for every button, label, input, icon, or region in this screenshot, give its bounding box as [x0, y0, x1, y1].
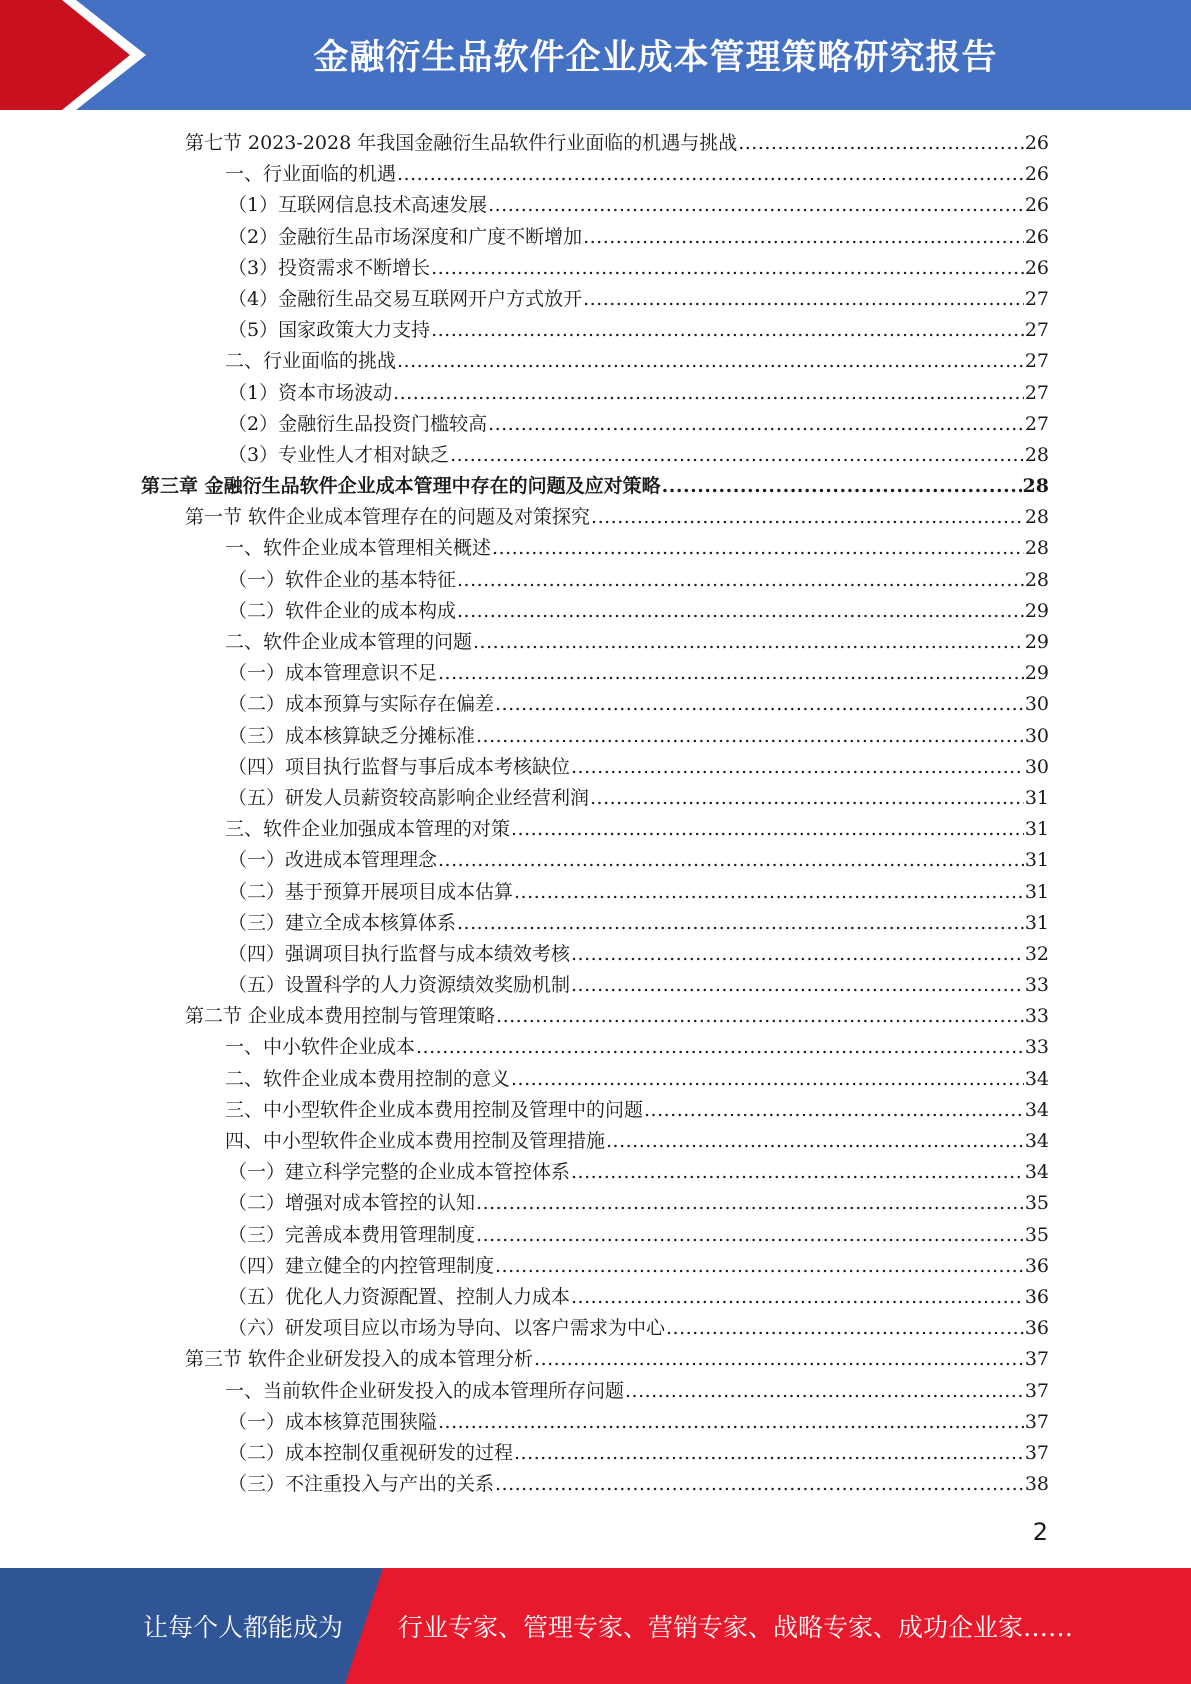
toc-entry[interactable]: [0, 721, 1049, 752]
toc-entry-page: 27: [1024, 319, 1049, 342]
toc-dot-leader: [457, 908, 1024, 939]
toc-entry-page: 33: [1024, 1005, 1049, 1028]
toc-entry-page: 30: [1024, 693, 1049, 716]
table-of-contents: [0, 128, 1191, 1500]
toc-entry-title: （2）金融衍生品市场深度和广度不断增加: [228, 225, 583, 248]
toc-entry-title: （一）改进成本管理理念: [228, 849, 438, 872]
toc-entry[interactable]: [0, 1188, 1049, 1219]
toc-dot-leader: [476, 1188, 1024, 1219]
toc-entry-page: 33: [1024, 1036, 1049, 1059]
toc-entry-page: 31: [1024, 818, 1049, 841]
toc-entry[interactable]: [0, 658, 1049, 689]
toc-entry-title: 第七节 2023-2028 年我国金融衍生品软件行业面临的机遇与挑战: [185, 132, 738, 154]
page-number: 2: [1032, 1518, 1048, 1546]
toc-dot-leader: [591, 502, 1024, 533]
page-header: [0, 0, 1191, 110]
toc-entry-title: （二）增强对成本管控的认知: [228, 1192, 476, 1215]
toc-entry-title: （二）成本控制仅重视研发的过程: [228, 1441, 514, 1464]
toc-entry[interactable]: [0, 190, 1049, 221]
footer-slogan-right: 行业专家、管理专家、营销专家、战略专家、成功企业家……: [398, 1613, 1074, 1642]
toc-entry-title: （三）不注重投入与产出的关系: [228, 1473, 495, 1496]
toc-entry-page: 30: [1024, 755, 1049, 778]
toc-dot-leader: [514, 877, 1024, 908]
toc-dot-leader: [511, 814, 1024, 845]
toc-entry[interactable]: [0, 1407, 1049, 1438]
toc-entry-page: 36: [1024, 1285, 1049, 1308]
toc-entry[interactable]: [0, 1157, 1049, 1188]
toc-entry-page: 35: [1024, 1192, 1049, 1215]
toc-entry[interactable]: [0, 1313, 1049, 1344]
toc-entry-title: 第三章 金融衍生品软件企业成本管理中存在的问题及应对策略: [141, 475, 661, 498]
toc-entry[interactable]: [0, 1469, 1049, 1500]
toc-entry-title: （五）优化人力资源配置、控制人力成本: [228, 1285, 571, 1308]
toc-dot-leader: [457, 596, 1024, 627]
toc-entry-page: 31: [1024, 849, 1049, 872]
toc-entry-page: 28: [1024, 568, 1049, 591]
toc-entry[interactable]: [0, 814, 1049, 845]
toc-entry-title: （三）建立全成本核算体系: [228, 911, 457, 934]
toc-entry[interactable]: [0, 877, 1049, 908]
toc-entry-title: 第三节 软件企业研发投入的成本管理分析: [185, 1348, 534, 1371]
toc-entry[interactable]: [0, 1095, 1049, 1126]
toc-entry-title: 一、中小软件企业成本: [225, 1036, 416, 1059]
toc-entry-page: 28: [1022, 475, 1049, 498]
toc-entry-title: （四）强调项目执行监督与成本绩效考核: [228, 942, 571, 965]
toc-entry-title: （四）项目执行监督与事后成本考核缺位: [228, 755, 571, 778]
toc-dot-leader: [495, 1251, 1024, 1282]
toc-entry-title: 四、中小型软件企业成本费用控制及管理措施: [225, 1130, 606, 1152]
toc-entry-page: 38: [1024, 1473, 1049, 1496]
toc-entry-title: 第二节 企业成本费用控制与管理策略: [185, 1005, 496, 1028]
toc-entry-title: （五）研发人员薪资较高影响企业经营利润: [228, 786, 590, 809]
toc-entry-title: （一）建立科学完整的企业成本管控体系: [228, 1161, 571, 1184]
toc-dot-leader: [583, 222, 1024, 253]
toc-entry-page: 29: [1024, 599, 1049, 622]
toc-entry-page: 26: [1024, 163, 1049, 186]
toc-entry[interactable]: [0, 409, 1049, 440]
toc-entry-page: 33: [1024, 974, 1049, 997]
toc-entry[interactable]: [0, 1438, 1049, 1469]
toc-entry-page: 26: [1024, 194, 1049, 217]
toc-dot-leader: [473, 627, 1024, 658]
toc-entry-page: 36: [1024, 1254, 1049, 1277]
toc-dot-leader: [571, 939, 1024, 970]
toc-entry[interactable]: [0, 752, 1049, 783]
toc-entry[interactable]: [0, 689, 1049, 720]
toc-dot-leader: [495, 689, 1024, 720]
toc-entry-page: 29: [1024, 631, 1049, 653]
toc-entry-page: 28: [1024, 443, 1049, 466]
toc-entry-page: 34: [1024, 1130, 1049, 1152]
toc-entry-page: 31: [1024, 911, 1049, 934]
toc-dot-leader: [511, 1064, 1024, 1095]
toc-entry-title: （一）成本核算范围狭隘: [228, 1410, 438, 1433]
toc-entry[interactable]: [0, 1001, 1049, 1032]
toc-entry-title: （二）成本预算与实际存在偏差: [228, 693, 495, 716]
toc-dot-leader: [397, 159, 1024, 190]
toc-entry-title: （三）成本核算缺乏分摊标准: [228, 724, 476, 747]
toc-entry-title: 三、软件企业加强成本管理的对策: [225, 818, 511, 841]
toc-dot-leader: [662, 471, 1022, 502]
toc-entry-title: 一、软件企业成本管理相关概述: [225, 537, 492, 560]
toc-entry-title: （3）投资需求不断增长: [228, 256, 431, 279]
toc-entry[interactable]: [0, 378, 1049, 409]
toc-entry[interactable]: [0, 627, 1049, 658]
toc-entry-title: 一、当前软件企业研发投入的成本管理所存问题: [225, 1379, 625, 1402]
toc-entry-page: 32: [1024, 942, 1049, 965]
toc-entry-title: （1）资本市场波动: [228, 381, 393, 404]
toc-dot-leader: [644, 1095, 1024, 1126]
toc-dot-leader: [492, 533, 1024, 564]
page-footer: [0, 1568, 1191, 1684]
toc-entry-page: 26: [1024, 225, 1049, 248]
toc-entry[interactable]: [0, 1376, 1049, 1407]
toc-entry-title: （二）软件企业的成本构成: [228, 599, 457, 622]
toc-entry[interactable]: [0, 939, 1049, 970]
toc-dot-leader: [438, 845, 1024, 876]
toc-entry-page: 34: [1024, 1067, 1049, 1090]
toc-dot-leader: [450, 440, 1024, 471]
toc-dot-leader: [438, 1407, 1024, 1438]
toc-entry-page: 37: [1024, 1441, 1049, 1464]
toc-dot-leader: [438, 658, 1024, 689]
toc-entry[interactable]: [0, 1032, 1049, 1063]
toc-entry-page: 29: [1024, 662, 1049, 685]
toc-dot-leader: [457, 565, 1024, 596]
toc-entry-title: （2）金融衍生品投资门槛较高: [228, 412, 488, 435]
toc-entry[interactable]: [0, 284, 1049, 315]
toc-entry-page: 36: [1024, 1317, 1049, 1340]
toc-dot-leader: [590, 783, 1024, 814]
toc-dot-leader: [488, 409, 1024, 440]
toc-entry[interactable]: [0, 346, 1049, 377]
toc-dot-leader: [416, 1032, 1024, 1063]
toc-entry-title: （五）设置科学的人力资源绩效奖励机制: [228, 974, 571, 997]
toc-entry-page: 27: [1024, 350, 1049, 373]
toc-entry[interactable]: [0, 1220, 1049, 1251]
toc-dot-leader: [514, 1438, 1024, 1469]
toc-entry-page: 26: [1024, 256, 1049, 279]
toc-dot-leader: [738, 128, 1024, 159]
toc-dot-leader: [571, 970, 1024, 1001]
toc-entry[interactable]: [0, 502, 1049, 533]
toc-entry-title: 第一节 软件企业成本管理存在的问题及对策探究: [185, 506, 591, 529]
toc-entry[interactable]: [0, 845, 1049, 876]
toc-dot-leader: [431, 253, 1024, 284]
toc-entry-title: （1）互联网信息技术高速发展: [228, 194, 488, 217]
toc-entry-title: 一、行业面临的机遇: [225, 163, 397, 186]
toc-entry-page: 27: [1024, 381, 1049, 404]
toc-dot-leader: [495, 1469, 1024, 1500]
toc-entry[interactable]: [0, 1126, 1049, 1157]
toc-entry[interactable]: [0, 1251, 1049, 1282]
toc-entry-title: （一）成本管理意识不足: [228, 662, 438, 685]
toc-entry[interactable]: [0, 596, 1049, 627]
toc-entry[interactable]: [0, 128, 1049, 159]
toc-dot-leader: [397, 346, 1024, 377]
toc-entry-page: 27: [1024, 412, 1049, 435]
toc-entry[interactable]: [0, 783, 1049, 814]
toc-dot-leader: [666, 1313, 1024, 1344]
toc-entry-page: 34: [1024, 1098, 1049, 1121]
toc-entry-title: （3）专业性人才相对缺乏: [228, 443, 450, 466]
toc-dot-leader: [606, 1126, 1024, 1157]
toc-entry-page: 31: [1024, 880, 1049, 903]
toc-entry-page: 30: [1024, 724, 1049, 747]
toc-dot-leader: [625, 1376, 1024, 1407]
toc-entry-title: （六）研发项目应以市场为导向、以客户需求为中心: [228, 1317, 666, 1340]
toc-entry[interactable]: [0, 159, 1049, 190]
toc-dot-leader: [431, 315, 1024, 346]
toc-dot-leader: [534, 1344, 1024, 1375]
toc-entry-page: 37: [1024, 1379, 1049, 1402]
toc-entry-title: 二、行业面临的挑战: [225, 350, 397, 373]
toc-dot-leader: [496, 1001, 1024, 1032]
toc-dot-leader: [476, 1220, 1024, 1251]
toc-dot-leader: [571, 1157, 1024, 1188]
toc-entry-page: 28: [1024, 506, 1049, 529]
toc-entry-page: 28: [1024, 537, 1049, 560]
toc-entry-title: （二）基于预算开展项目成本估算: [228, 880, 514, 903]
toc-entry-title: （三）完善成本费用管理制度: [228, 1223, 476, 1246]
toc-entry[interactable]: [0, 970, 1049, 1001]
toc-entry-title: （5）国家政策大力支持: [228, 319, 431, 342]
toc-entry-title: （四）建立健全的内控管理制度: [228, 1254, 495, 1277]
toc-dot-leader: [571, 1282, 1024, 1313]
toc-dot-leader: [488, 190, 1024, 221]
toc-entry-page: 37: [1024, 1348, 1049, 1371]
toc-entry[interactable]: [0, 565, 1049, 596]
report-title: 金融衍生品软件企业成本管理策略研究报告: [313, 38, 998, 78]
toc-dot-leader: [571, 752, 1024, 783]
toc-entry-title: 二、软件企业成本费用控制的意义: [225, 1067, 511, 1090]
toc-entry[interactable]: [0, 908, 1049, 939]
toc-entry-page: 37: [1024, 1410, 1049, 1433]
toc-entry[interactable]: [0, 533, 1049, 564]
toc-entry[interactable]: [0, 1282, 1049, 1313]
header-arrow-decoration: [0, 0, 160, 110]
toc-entry-title: （4）金融衍生品交易互联网开户方式放开: [228, 287, 583, 310]
toc-dot-leader: [393, 378, 1024, 409]
toc-entry-page: 35: [1024, 1223, 1049, 1246]
toc-entry-title: 二、软件企业成本管理的问题: [225, 631, 473, 653]
toc-dot-leader: [476, 721, 1024, 752]
toc-dot-leader: [583, 284, 1024, 315]
toc-entry-page: 34: [1024, 1161, 1049, 1184]
toc-entry[interactable]: [0, 315, 1049, 346]
toc-entry[interactable]: [0, 253, 1049, 284]
toc-entry-page: 27: [1024, 287, 1049, 310]
toc-entry-title: （一）软件企业的基本特征: [228, 568, 457, 591]
toc-entry-title: 三、中小型软件企业成本费用控制及管理中的问题: [225, 1098, 644, 1121]
toc-entry[interactable]: [0, 222, 1049, 253]
toc-entry[interactable]: [0, 471, 1049, 502]
toc-entry-page: 26: [1024, 132, 1049, 154]
toc-entry[interactable]: [0, 440, 1049, 471]
toc-entry-page: 31: [1024, 786, 1049, 809]
toc-entry[interactable]: [0, 1344, 1049, 1375]
footer-slogan-left: 让每个人都能成为: [143, 1613, 344, 1642]
toc-entry[interactable]: [0, 1064, 1049, 1095]
